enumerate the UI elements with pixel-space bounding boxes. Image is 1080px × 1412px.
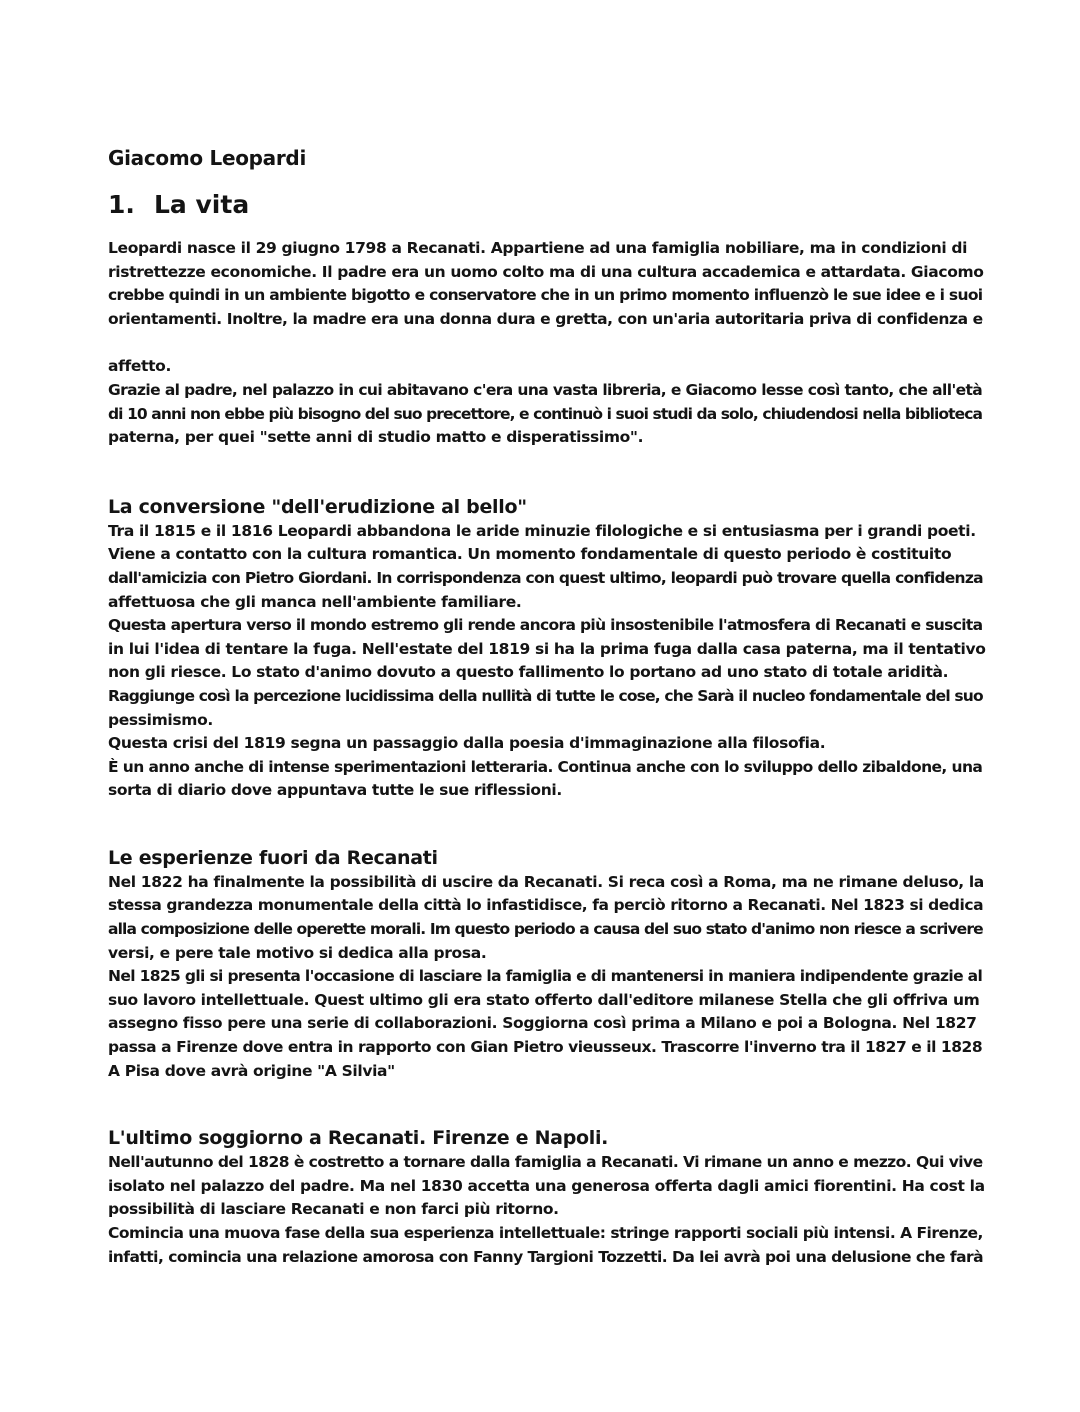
text-line: suo lavoro intellettuale. Quest ultimo gli era stato offerto dall'editore milanese Stella che gli offriva um (108, 990, 980, 1009)
text-line: dall'amicizia con Pietro Giordani. In corrispondenza con quest ultimo, leopardi può trovare quella confidenza (108, 568, 983, 587)
text-line: Leopardi nasce il 29 giugno 1798 a Recanati. Appartiene ad una famiglia nobiliare, ma in condizioni di (108, 239, 968, 257)
intro-paragraph-continued (108, 355, 988, 449)
chapter-number: 1. (108, 190, 135, 219)
document-title: Giacomo Leopardi (108, 146, 307, 170)
chapter-heading (108, 185, 988, 225)
text-line: crebbe quindi in un ambiente bigotto e conservatore che in un primo momento influenzò le sue idee e i suoi (108, 286, 983, 305)
chapter-label: La vita (154, 190, 250, 219)
text-line: infatti, comincia una relazione amorosa con Fanny Targioni Tozzetti. Da lei avrà poi una delusione che farà (108, 1247, 984, 1266)
text-line: Viene a contatto con la cultura romantica. Un momento fondamentale di questo periodo è costituito (108, 545, 952, 564)
text-line: Comincia una muova fase della sua esperienza intellettuale: stringe rapporti sociali più intensi. A Firenze, (108, 1224, 983, 1242)
text-line: passa a Firenze dove entra in rapporto con Gian Pietro vieusseux. Trascorre l'inverno tra il 1827 e il 1828 (108, 1038, 983, 1057)
text-line: assegno fisso pere una serie di collaborazioni. Soggiorna così prima a Milano e poi a Bologna. Nel 1827 (108, 1014, 977, 1033)
text-line: Tra il 1815 e il 1816 Leopardi abbandona le aride minuzie filologiche e si entusiasma per i grandi poeti. (108, 521, 976, 540)
text-line: sorta di diario dove appuntava tutte le sue riflessioni. (108, 781, 562, 800)
section-body-conversione (108, 520, 988, 803)
text-line: isolato nel palazzo del padre. Ma nel 1830 accetta una generosa offerta dagli amici fiorentini. Ha cost la (108, 1176, 985, 1195)
section-heading-conversione: La conversione "dell'erudizione al bello" (108, 495, 527, 518)
text-line: versi, e pere tale motivo si dedica alla prosa. (108, 943, 487, 962)
text-line: in lui l'idea di tentare la fuga. Nell'estate del 1819 si ha la prima fuga dalla casa paterna, ma il tentativo (108, 639, 986, 658)
text-line: stessa grandezza monumentale della città lo infastidisce, fa perciò ritorno a Recanati. Nel 1823 si dedica (108, 896, 984, 915)
text-line: alla composizione delle operette morali. Im questo periodo a causa del suo stato d'animo non riesce a scrivere (108, 920, 983, 939)
section-heading-ultimo-soggiorno: L'ultimo soggiorno a Recanati. Firenze e Napoli. (108, 1127, 609, 1150)
text-line: Questa crisi del 1819 segna un passaggio dalla poesia d'immaginazione alla filosofia. (108, 734, 826, 753)
text-line: Grazie al padre, nel palazzo in cui abitavano c'era una vasta libreria, e Giacomo lesse così tanto, che all'età (108, 380, 983, 399)
section-body-ultimo-soggiorno (108, 1151, 988, 1269)
text-line: affettuosa che gli manca nell'ambiente familiare. (108, 592, 522, 611)
text-line: Nell'autunno del 1828 è costretto a tornare dalla famiglia a Recanati. Vi rimane un anno e mezzo. Qui vive (108, 1153, 983, 1172)
text-line: Nel 1825 gli si presenta l'occasione di lasciare la famiglia e di mantenersi in maniera indipendente grazie al (108, 967, 983, 986)
text-line: Nel 1822 ha finalmente la possibilità di uscire da Recanati. Si reca così a Roma, ma ne rimane deluso, la (108, 872, 984, 891)
document-page (108, 138, 988, 1269)
text-line: affetto. (108, 357, 172, 376)
text-line: non gli riesce. Lo stato d'animo dovuto a questo fallimento lo portano ad uno stato di totale aridità. (108, 663, 949, 682)
text-line: È un anno anche di intense sperimentazioni letteraria. Continua anche con lo sviluppo dello zibaldone, una (108, 757, 983, 776)
text-line: ristrettezze economiche. Il padre era un uomo colto ma di una cultura accademica e attardata. Giacomo (108, 262, 984, 281)
text-line: A Pisa dove avrà origine "A Silvia" (108, 1061, 395, 1080)
intro-paragraph (108, 237, 988, 331)
section-heading-esperienze: Le esperienze fuori da Recanati (108, 846, 438, 869)
text-line: Raggiunge così la percezione lucidissima della nullità di tutte le cose, che Sarà il nucleo fondamentale del suo (108, 686, 983, 705)
text-line: Questa apertura verso il mondo estremo gli rende ancora più insostenibile l'atmosfera di Recanati e suscita (108, 616, 983, 635)
text-line: di 10 anni non ebbe più bisogno del suo precettore, e continuò i suoi studi da solo, chiudendosi nella biblioteca (108, 404, 983, 423)
text-line: pessimismo. (108, 710, 213, 729)
text-line: possibilità di lasciare Recanati e non farci più ritorno. (108, 1200, 559, 1219)
text-line: orientamenti. Inoltre, la madre era una donna dura e gretta, con un'aria autoritaria priva di confidenza e (108, 309, 983, 328)
text-line: paterna, per quei "sette anni di studio matto e disperatissimo". (108, 428, 644, 447)
section-body-esperienze (108, 871, 988, 1083)
